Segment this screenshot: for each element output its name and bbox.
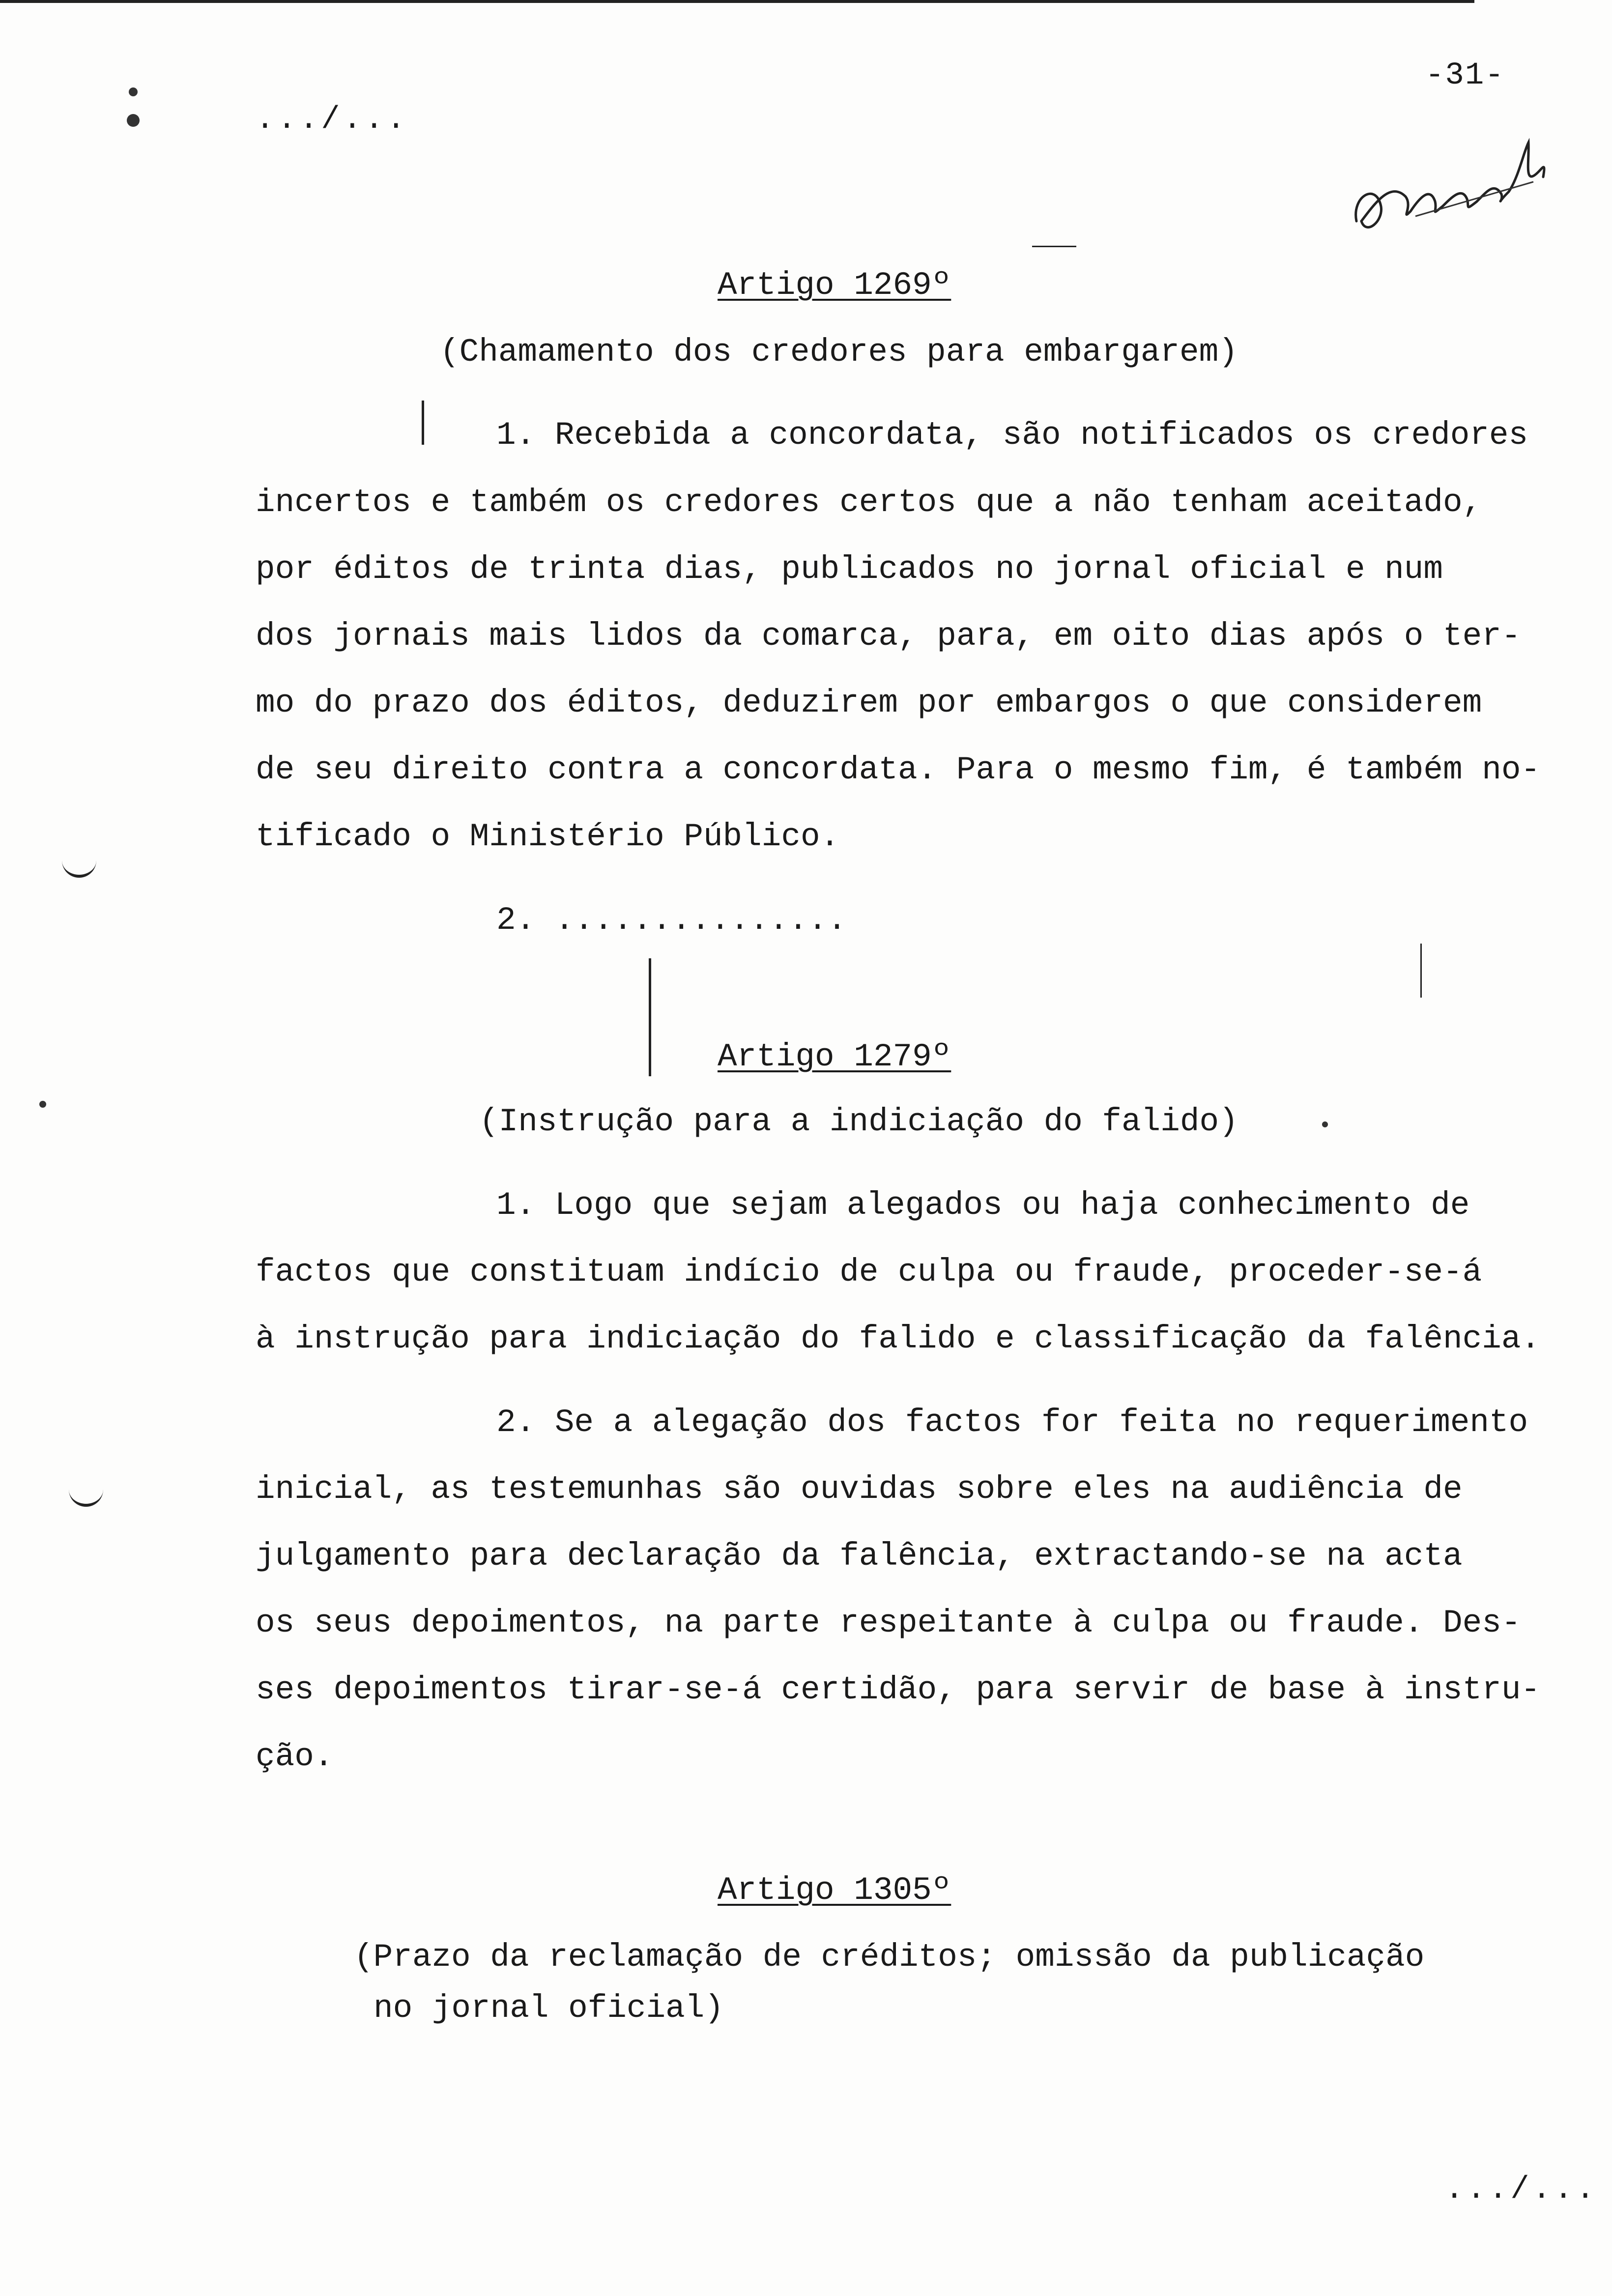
article-heading: Artigo 1279º [718,1038,951,1075]
margin-arc-mark [62,855,96,878]
paragraph-line: mo do prazo dos éditos, deduzirem por embargos o que considerem [256,685,1482,721]
article-subtitle: no jornal oficial) [374,1990,724,2027]
paragraph-line: dos jornais mais lidos da comarca, para, em oito dias após o ter- [256,618,1521,655]
paragraph-line: de seu direito contra a concordata. Para o mesmo fim, é também no- [256,751,1541,788]
paragraph-line: por éditos de trinta dias, publicados no jornal oficial e num [256,551,1443,588]
scan-speck [129,87,138,96]
paragraph-line: incertos e também os credores certos que a não tenham aceitado, [256,484,1482,521]
paragraph-line: 1. Recebida a concordata, são notificados os credores [496,417,1528,454]
paragraph-line: inicial, as testemunhas são ouvidas sobre eles na audiência de [256,1471,1463,1508]
margin-mark [649,958,651,1076]
paragraph-line: à instrução para indiciação do falido e classificação da falência. [256,1320,1541,1357]
continuation-marker-top: .../... [256,102,408,138]
margin-arc-mark [69,1484,103,1507]
paragraph-line: 2. ............... [496,902,847,939]
margin-mark [1032,246,1076,247]
paragraph-line: julgamento para declaração da falência, extractando-se na acta [256,1538,1463,1575]
paragraph-line: 2. Se a alegação dos factos for feita no requerimento [496,1404,1528,1441]
article-heading: Artigo 1305º [718,1872,951,1909]
paragraph-line: ção. [256,1738,334,1775]
continuation-marker-bottom: .../... [1445,2172,1598,2208]
scan-speck [39,1101,46,1108]
margin-mark [422,401,424,445]
paragraph-line: tificado o Ministério Público. [256,818,840,855]
article-heading: Artigo 1269º [718,267,951,304]
margin-mark [1420,944,1422,998]
scan-speck [1322,1121,1328,1127]
paragraph-line: factos que constituam indício de culpa ou fraude, proceder-se-á [256,1254,1482,1291]
article-subtitle: (Instrução para a indiciação do falido) [479,1103,1238,1140]
article-subtitle: (Prazo da reclamação de créditos; omissão da publicação [354,1939,1425,1976]
article-subtitle: (Chamamento dos credores para embargarem) [440,334,1238,371]
paragraph-line: ses depoimentos tirar-se-á certidão, para servir de base à instru- [256,1671,1541,1708]
paragraph-line: os seus depoimentos, na parte respeitante à culpa ou fraude. Des- [256,1605,1521,1641]
top-rule [0,0,1474,3]
scan-speck [127,114,140,127]
signature-initials [1347,123,1553,251]
paragraph-line: 1. Logo que sejam alegados ou haja conhecimento de [496,1187,1470,1224]
page-number: -31- [1425,58,1505,93]
